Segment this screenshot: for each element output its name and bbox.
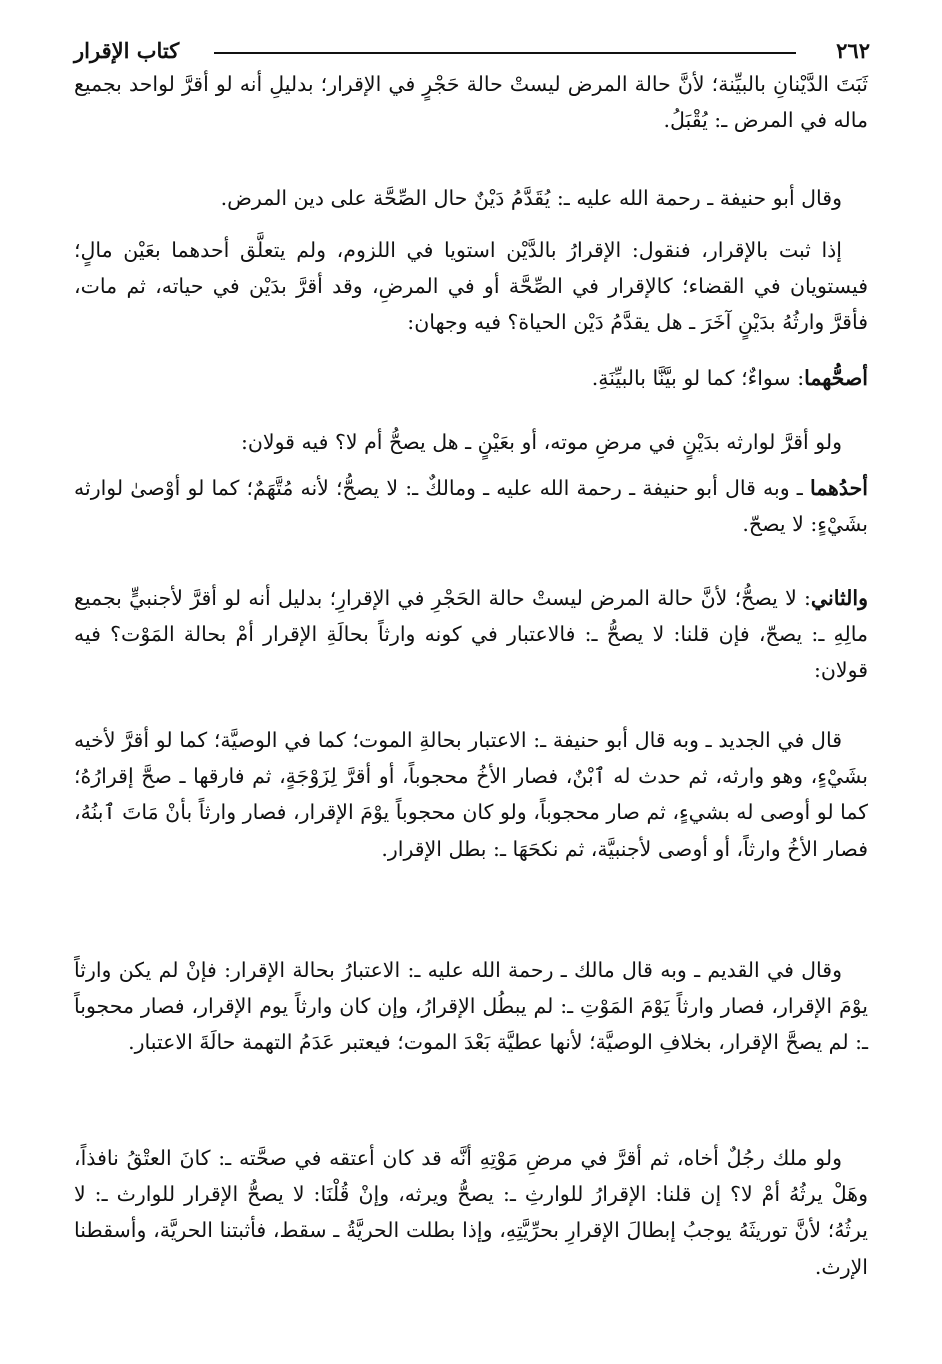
paragraph-text: ثَبَتَ الدَّيْنانِ بالبيِّنة؛ لأنَّ حالة المرض ليستْ حالة حَجْرٍ في الإقرار؛ بدليلِ أنه لو أقرَّ لواحد بجميع ماله في المرض ـ: يُقْبَلُ.: [74, 72, 868, 133]
paragraph: [74, 180, 868, 216]
paragraph: [74, 1140, 868, 1285]
header-rule: [214, 52, 796, 54]
paragraph: [74, 580, 868, 689]
paragraph: [74, 424, 868, 460]
page-header: [74, 30, 870, 70]
page-number: ٢٦٢: [836, 38, 870, 63]
paragraph: [74, 66, 868, 138]
paragraph-text: قال في الجديد ـ وبه قال أبو حنيفة ـ: الاعتبار بحالةِ الموت؛ كما في الوصيَّة؛ كما لو أقرَّ لأخيه بشَيْءٍ، وهو وارثه، ثم حدث له ٱبْنٌ، فصار الأخُ محجوباً، أو أقرَّ لِزَوْجَةٍ، ثم فارقها ـ صحَّ إقرارُهُ؛ كما لو أوصى له بشيءٍ، ثم صار محجوباً، ولو كان محجوباً يوْمَ الإقرار، فصار وارثاً بأنْ مَاتَ ٱبنُهُ، فصار الأخُ وارثاً، أو أوصى لأجنبيَّة، ثم نكحَهَا ـ: بطل الإقرار.: [74, 728, 868, 861]
paragraph-text: وقال في القديم ـ وبه قال مالك ـ رحمة الله عليه ـ: الاعتبارُ بحالة الإقرار: فإنْ لم يكن وارثاً يوْمَ الإقرار، فصار وارثاً يَوْمَ المَوْتِ ـ: لم يبطُل الإقرارُ، وإن كان وارثاً يوم الإقرار، فصار محجوباً ـ: لم يصحَّ الإقرار، بخلافِ الوصيَّة؛ لأنها عطيَّة بَعْدَ الموت؛ فيعتبر عَدَمُ التهمة حالَةَ الاعتبار.: [74, 958, 868, 1055]
paragraph: [74, 722, 868, 867]
paragraph-text: وقال أبو حنيفة ـ رحمة الله عليه ـ: يُقَدَّمُ دَيْنٌ حال الصِّحَّة على دين المرض.: [220, 186, 842, 210]
paragraph-lead: والثاني: [810, 586, 868, 610]
running-title: كتاب الإقرار: [74, 38, 180, 63]
paragraph-text: ولو أقرَّ لوارثه بدَيْنٍ في مرضِ موته، أو بعَيْنٍ ـ هل يصحُّ أم لا؟ فيه قولان:: [240, 430, 842, 454]
paragraph-text: ولو ملك رجُلٌ أخاه، ثم أقرَّ في مرضِ مَوْتِهِ أنَّه قد كان أعتقه في صحَّته ـ: كانَ العتْقُ نافذاً، وهَلْ يرثُهُ أمْ لا؟ إن قلنا: الإقرارُ للوارثِ ـ: يصحُّ ويرثه، وإنْ قُلْنَا: لا يصحُّ الإقرار للوارث ـ: لا يرثُهُ؛ لأنَّ توريثَهُ يوجبُ إبطالَ الإقرارِ بحرِّيَّتِهِ، وإذا بطلت الحريَّةُ ـ سقط، فأثبتنا الحريَّة، وأسقطنا الإرث.: [74, 1146, 868, 1279]
paragraph-text: إذا ثبت بالإقرار، فنقول: الإقرارُ بالدَّيْن استويا في اللزوم، ولم يتعلَّق أحدهما بعَيْن مالٍ؛ فيستويان في القضاء؛ كالإقرار في الصِّحَّة أو في المرضِ، وقد أقرَّ بدَيْن في حياته، ثم مات، فأقرَّ وارثُهُ بدَيْنٍ آخَرَ ـ هل يقدَّمُ دَيْن الحياة؟ فيه وجهان:: [74, 238, 868, 335]
paragraph-text: : سواءٌ؛ كما لو بيَّنَّا بالبيِّنَةِ.: [591, 366, 805, 390]
paragraph-lead: أصحُّهما: [804, 366, 868, 390]
paragraph: [74, 360, 868, 396]
paragraph: [74, 470, 868, 542]
paragraph-text: : لا يصحُّ؛ لأنَّ حالة المرض ليستْ حالة الحَجْرِ في الإقرارِ؛ بدليل أنه لو أقرَّ لأجنبيٍّ بجميع مالِهِ ـ: يصحّ، فإن قلنا: لا يصحُّ ـ: فالاعتبار في كونه وارثاً بحالَةِ الإقرار أمْ بحالة المَوْت؟ فيه قولان:: [74, 586, 868, 683]
paragraph: [74, 232, 868, 341]
paragraph: [74, 952, 868, 1061]
paragraph-text: ـ وبه قال أبو حنيفة ـ رحمة الله عليه ـ ومالكٌ ـ: لا يصحُّ؛ لأنه مُتَّهَمٌ؛ كما لو أوْصىٰ لوارثه بشَيْءٍ: لا يصحّ.: [74, 476, 868, 537]
paragraph-lead: أحدُهما: [809, 476, 868, 500]
